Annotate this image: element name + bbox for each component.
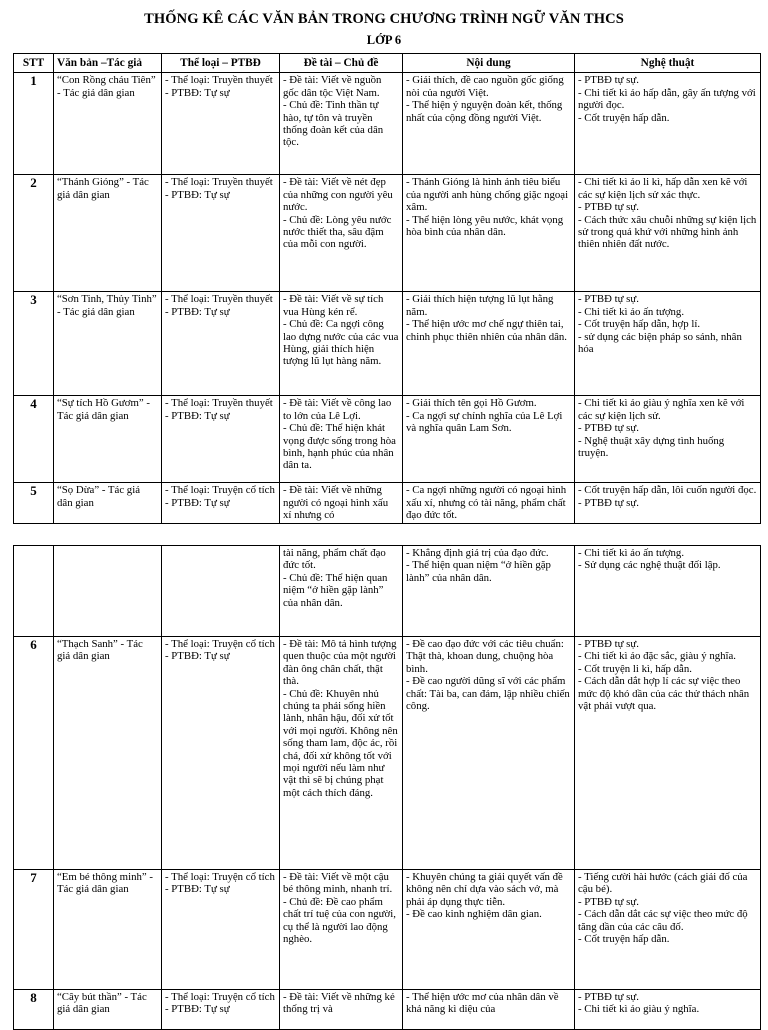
cell-line: - Thể hiện ý nguyện đoàn kết, thống nhất của cộng đồng người Việt. [406, 99, 563, 124]
cell-the-loai [162, 396, 280, 483]
cell-line: - Sử dụng các nghệ thuật đối lập. [578, 559, 721, 572]
cell-de-tai [280, 292, 403, 396]
cell-line: - Khuyên chúng ta giải quyết vấn đề không nên chỉ dựa vào sách vở, mà phải áp dụng thực tiễn. [406, 871, 563, 908]
cell-line: - Đề tài: Viết về những người có ngoại hình xấu xí nhưng có [283, 484, 389, 522]
cell-nghe-thuat [575, 292, 761, 396]
cell-nghe-thuat [575, 396, 761, 483]
cell-line: - Thể hiện ước mơ của nhân dân về khả năng kì diệu của [406, 991, 559, 1016]
cell-de-tai [280, 175, 403, 292]
cell-line: - PTBĐ: Tự sự [165, 1003, 230, 1016]
cell-stt: 2 [14, 175, 54, 292]
cell-line: - Chi tiết kì ảo ấn tượng. [578, 305, 685, 318]
cell-stt: 8 [14, 990, 54, 1030]
cell-line: - Cách dẫn dắt hợp lí các sự việc theo mức độ khó dần của các thử thách nhân vật phải vượt qua. [578, 675, 750, 713]
cell-line: - Đề cao người dũng sĩ với các phẩm chất: Tài ba, can đảm, lập nhiều chiến công. [406, 675, 570, 713]
cell-the-loai [162, 870, 280, 990]
cell-line: - sử dụng các biện pháp so sánh, nhân hóa [578, 330, 742, 356]
cell-line: - PTBĐ: Tự sự [165, 883, 230, 896]
cell-line: - Giải thích tên gọi Hồ Gươm. [406, 397, 537, 410]
cell-line: - PTBĐ: Tự sự [165, 409, 230, 422]
cell-line: - PTBĐ tự sự. [578, 991, 639, 1003]
cell-de-tai [280, 637, 403, 870]
cell-noi-dung [403, 73, 575, 175]
cell-line: - Chi tiết kì ảo đặc sắc, giàu ý nghĩa. [578, 650, 737, 663]
cell-stt: 4 [14, 396, 54, 483]
cell-line: - PTBĐ: Tự sự [165, 650, 230, 663]
cell-line: - Cốt truyện li kì, hấp dẫn. [578, 662, 692, 675]
cell-line: - Thể hiện lòng yêu nước, khát vọng hòa bình của nhân dân. [406, 213, 564, 239]
cell-nghe-thuat [575, 175, 761, 292]
cell-line: - Ca ngợi sự chính nghĩa của Lê Lợi và nghĩa quân Lam Sơn. [406, 409, 563, 435]
cell-noi-dung [403, 870, 575, 990]
header-de-tai: Đề tài – Chủ đề [280, 54, 403, 73]
cell-stt: 3 [14, 292, 54, 396]
cell-line: - Cách thức xâu chuỗi những sự kiện lịch sử trong quá khứ với những hình ảnh thiên nhiên đất nước. [578, 213, 757, 251]
cell-line: - PTBĐ: Tự sự [165, 305, 230, 318]
table-row [14, 870, 761, 990]
cell-line: - Thể hiện ước mơ chế ngự thiên tai, chinh phục thiên nhiên của nhân dân. [406, 318, 568, 343]
cell-nghe-thuat [575, 870, 761, 990]
cell-line: - Đề tài: Viết về một cậu bé thông minh, nhanh trí. [283, 871, 393, 896]
cell-line: - Đề tài: Mô tả hình tượng quen thuộc của một người đàn ông chân chất, thật thà. [283, 638, 397, 688]
header-nghe-thuat: Nghệ thuật [575, 54, 761, 73]
cell-line: - Đề tài: Viết về nét đẹp của những con người yêu nước. [283, 176, 393, 214]
cell-line: - Chủ đề: Ca ngợi công lao dựng nước của các vua Hùng, giải thích hiện tượng lũ lụt hàng năm. [283, 318, 399, 368]
cell-noi-dung [403, 483, 575, 524]
cell-line: - Thể loại: Truyền thuyết [165, 176, 273, 189]
cell-line: - Thể loại: Truyền thuyết [165, 397, 273, 410]
cell-noi-dung [403, 637, 575, 870]
header-noi-dung: Nội dung [403, 54, 575, 73]
cell-the-loai [162, 175, 280, 292]
cell-line: - PTBĐ tự sự. [578, 638, 639, 650]
table-header-row [14, 54, 761, 73]
table-row [14, 175, 761, 292]
table-row [14, 73, 761, 175]
cell-van-ban: “Sự tích Hồ Gươm” - Tác giả dân gian [54, 396, 162, 483]
cell-noi-dung [403, 175, 575, 292]
cell-line: - Chủ đề: Tinh thần tự hào, tự tôn và truyền thống đoàn kết của dân tộc. [283, 99, 384, 149]
cell-line: - Thể loại: Truyện cổ tích [165, 484, 275, 497]
text-table-part-2 [13, 545, 761, 1030]
cell-line: - PTBĐ tự sự. [578, 74, 639, 87]
cell-line: - PTBĐ: Tự sự [165, 188, 230, 201]
cell-the-loai [162, 73, 280, 175]
cell-van-ban: “Cây bút thần” - Tác giả dân gian [54, 990, 162, 1030]
cell-line: - Thể loại: Truyện cổ tích [165, 991, 275, 1003]
cell-de-tai [280, 546, 403, 637]
cell-line: - Cốt truyện hấp dẫn, hợp lí. [578, 318, 701, 331]
cell-line: - Cốt truyện hấp dẫn. [578, 933, 670, 946]
cell-line: - Thể hiện quan niệm “ở hiền gặp lành” của nhân dân. [406, 559, 551, 584]
cell-line: - PTBĐ tự sự. [578, 201, 639, 214]
cell-van-ban [54, 546, 162, 637]
cell-stt: 7 [14, 870, 54, 990]
cell-line: - Khẳng định giá trị của đạo đức. [406, 547, 549, 559]
cell-line: - PTBĐ: Tự sự [165, 86, 230, 99]
table-row [14, 292, 761, 396]
cell-van-ban: “Sơn Tinh, Thủy Tinh” - Tác giả dân gian [54, 292, 162, 396]
cell-de-tai [280, 396, 403, 483]
cell-line: - Chi tiết kì ảo giàu ý nghĩa. [578, 1003, 700, 1016]
cell-noi-dung [403, 292, 575, 396]
cell-line: - Chủ đề: Thể hiện khát vọng được sống trong hòa bình, hạnh phúc của nhân dân ta. [283, 422, 396, 472]
cell-the-loai [162, 483, 280, 524]
cell-nghe-thuat [575, 637, 761, 870]
table-row [14, 637, 761, 870]
table-row [14, 546, 761, 637]
cell-line: - Thánh Gióng là hình ảnh tiêu biểu của người anh hùng chống giặc ngoại xâm. [406, 176, 569, 214]
cell-line: - Thể loại: Truyện cổ tích [165, 638, 275, 650]
page-subtitle: LỚP 6 [366, 33, 402, 47]
table-row [14, 483, 761, 524]
cell-line: - Giải thích, đề cao nguồn gốc giống nòi của người Việt. [406, 74, 564, 99]
cell-nghe-thuat [575, 73, 761, 175]
cell-line: - Chủ đề: Thể hiện quan niệm “ở hiền gặp lành” của nhân dân. [283, 571, 388, 609]
cell-line: - Chi tiết kì ảo li kì, hấp dẫn xen kẽ với các sự kiện lịch sử xác thực. [578, 176, 748, 201]
cell-van-ban: “Em bé thông minh” - Tác giả dân gian [54, 870, 162, 990]
cell-the-loai [162, 292, 280, 396]
cell-line: tài năng, phẩm chất đạo đức tốt. [283, 547, 386, 572]
cell-line: - Chủ đề: Đề cao phẩm chất trí tuệ của con người, cụ thể là người lao động nghèo. [283, 895, 396, 946]
cell-line: - Tiếng cười hài hước (cách giải đố của cậu bé). [578, 871, 748, 896]
cell-line: - Cách dẫn dắt các sự việc theo mức độ tăng dần của các câu đố. [578, 908, 748, 933]
cell-line: - Chủ đề: Lòng yêu nước nước thiết tha, sâu đậm của mỗi con người. [283, 213, 392, 251]
cell-nghe-thuat [575, 483, 761, 524]
cell-stt [14, 546, 54, 637]
header-van-ban: Văn bản –Tác giả [54, 54, 162, 73]
cell-line: - PTBĐ tự sự. [578, 293, 639, 306]
cell-line: - Chi tiết kì ảo hấp dẫn, gây ấn tượng với người đọc. [578, 86, 756, 112]
cell-line: - PTBĐ tự sự. [578, 895, 639, 908]
cell-line: - PTBĐ tự sự. [578, 496, 639, 509]
table-row [14, 396, 761, 483]
cell-line: - Giải thích hiện tượng lũ lụt hằng năm. [406, 293, 554, 318]
cell-line: - PTBĐ: Tự sự [165, 496, 230, 509]
page-title: THỐNG KÊ CÁC VĂN BẢN TRONG CHƯƠNG TRÌNH NGỮ VĂN THCS [144, 11, 624, 27]
cell-van-ban: “Thánh Gióng” - Tác giả dân gian [54, 175, 162, 292]
cell-line: - Đề cao kinh nghiệm dân gian. [406, 908, 542, 921]
cell-de-tai [280, 483, 403, 524]
cell-line: - Thể loại: Truyền thuyết [165, 293, 273, 306]
text-table-part-1 [13, 53, 761, 524]
cell-line: - Đề tài: Viết về công lao to lớn của Lê Lợi. [283, 397, 392, 422]
cell-line: - Chủ đề: Khuyên nhủ chúng ta phải sống hiền lành, nhân hậu, đối xử tốt với mọi người. Không nên sống tham lam, độc ác, rồi chá, đối xử không tốt với mọi người nếu làm như vật thì sẽ bị chúng phạt một cách thích đáng. [283, 687, 398, 799]
cell-van-ban: “Thạch Sanh” - Tác giả dân gian [54, 637, 162, 870]
cell-line: - Nghệ thuật xây dựng tình huống truyện. [578, 434, 725, 460]
cell-de-tai [280, 870, 403, 990]
cell-nghe-thuat [575, 546, 761, 637]
cell-stt: 6 [14, 637, 54, 870]
cell-line: - Thể loại: Truyền thuyết [165, 74, 273, 87]
cell-stt: 5 [14, 483, 54, 524]
cell-line: - Cốt truyện hấp dẫn. [578, 111, 670, 124]
cell-line: - Đề cao đạo đức với các tiêu chuẩn: Thật thà, khoan dung, chuộng hòa bình. [406, 638, 564, 675]
cell-line: - Đề tài: Viết về nguồn gốc dân tộc Việt Nam. [283, 74, 382, 99]
cell-noi-dung [403, 546, 575, 637]
cell-van-ban: “Con Rồng cháu Tiên” - Tác giả dân gian [54, 73, 162, 175]
cell-line: - Cốt truyện hấp dẫn, lôi cuốn người đọc. [578, 484, 757, 497]
cell-line: - Ca ngợi những người có ngoại hình xấu xí, nhưng có tài năng, phẩm chất đạo đức tốt. [406, 484, 567, 522]
cell-stt: 1 [14, 73, 54, 175]
cell-line: - Đề tài: Viết về sự tích vua Hùng kén rể. [283, 293, 384, 318]
cell-line: - PTBĐ tự sự. [578, 422, 639, 435]
cell-the-loai [162, 637, 280, 870]
header-the-loai: Thể loại – PTBĐ [162, 54, 280, 73]
header-stt: STT [14, 54, 54, 73]
cell-noi-dung [403, 396, 575, 483]
cell-line: - Chi tiết kì ảo giàu ý nghĩa xen kẽ với các sự kiện lịch sử. [578, 397, 745, 422]
cell-van-ban: “Sọ Dừa” - Tác giả dân gian [54, 483, 162, 524]
cell-the-loai [162, 546, 280, 637]
cell-line: - Chi tiết kì ảo ấn tượng. [578, 547, 685, 559]
cell-line: - Đề tài: Viết về những kẻ thống trị và [283, 991, 395, 1016]
cell-line: - Thể loại: Truyện cổ tích [165, 871, 275, 883]
cell-de-tai [280, 73, 403, 175]
